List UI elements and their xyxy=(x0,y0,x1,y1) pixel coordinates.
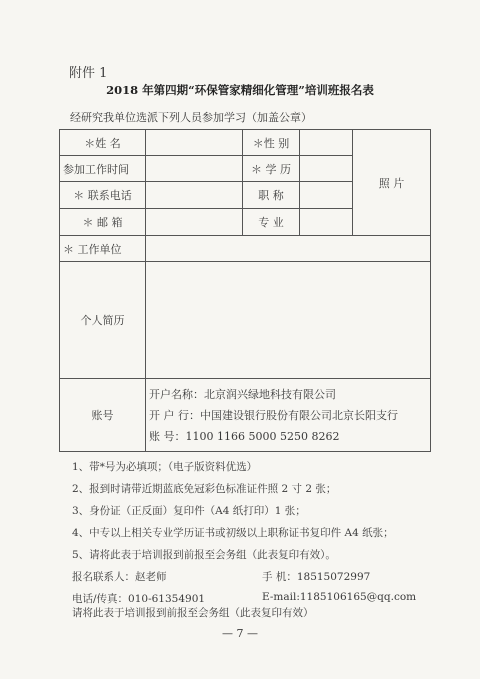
name-label: ＊姓 名 xyxy=(60,130,146,156)
contact-phone: 电话/传真：010-61354901 xyxy=(72,593,206,605)
phone-field[interactable] xyxy=(146,182,243,209)
page-number: — 7 — xyxy=(222,627,258,640)
gender-field[interactable] xyxy=(300,130,353,156)
name-field[interactable] xyxy=(146,130,243,156)
phone-label: ＊ 联系电话 xyxy=(60,182,146,209)
account-bank: 开 户 行：中国建设银行股份有限公司北京长阳支行 xyxy=(149,408,398,422)
account-label: 账号 xyxy=(60,379,146,452)
gender-label: ＊性 别 xyxy=(243,130,300,156)
email-field[interactable] xyxy=(146,209,243,236)
registration-form-table xyxy=(59,129,431,452)
work-start-label: 参加工作时间 xyxy=(60,156,146,182)
contact-mobile: 手 机：18515072997 xyxy=(262,571,371,583)
employer-label: ＊ 工作单位 xyxy=(60,236,146,262)
note-item: 1、带*号为必填项；（电子版资料优选） xyxy=(72,461,258,473)
education-label: ＊ 学 历 xyxy=(243,156,300,182)
major-label: 专 业 xyxy=(243,209,300,236)
note-item: 4、中专以上相关专业学历证书或初级以上职称证书复印件 A4 纸张； xyxy=(72,527,394,539)
title-label: 职 称 xyxy=(243,182,300,209)
account-info xyxy=(146,379,431,452)
email-label: ＊ 邮 箱 xyxy=(60,209,146,236)
photo-box[interactable] xyxy=(353,130,431,236)
intro-text: 经研究我单位选派下列人员参加学习（加盖公章） xyxy=(70,111,312,124)
resume-field[interactable] xyxy=(146,262,431,379)
major-field[interactable] xyxy=(300,209,353,236)
contact-email: E-mail:1185106165@qq.com xyxy=(262,591,417,603)
page-title: 2018 年第四期“环保管家精细化管理”培训班报名表 xyxy=(106,83,374,97)
note-item: 3、身份证（正反面）复印件（A4 纸打印）1 张； xyxy=(72,505,306,517)
note-item: 2、报到时请带近期蓝底免冠彩色标准证件照 2 寸 2 张； xyxy=(72,483,337,495)
account-number: 账 号：1100 1166 5000 5250 8262 xyxy=(149,429,340,443)
attachment-label: 附件 1 xyxy=(69,66,108,81)
employer-field[interactable] xyxy=(146,236,431,262)
contact-person: 报名联系人：赵老师 xyxy=(72,571,167,583)
account-name: 开户名称：北京润兴绿地科技有限公司 xyxy=(149,387,336,401)
title-field[interactable] xyxy=(300,182,353,209)
footer-note: 请将此表于培训报到前报至会务组（此表复印有效） xyxy=(72,607,314,619)
education-field[interactable] xyxy=(300,156,353,182)
resume-label: 个人简历 xyxy=(60,262,146,379)
work-start-field[interactable] xyxy=(146,156,243,182)
photo-label: 照 片 xyxy=(378,176,405,190)
note-item: 5、请将此表于培训报到前报至会务组（此表复印有效）。 xyxy=(72,549,336,561)
